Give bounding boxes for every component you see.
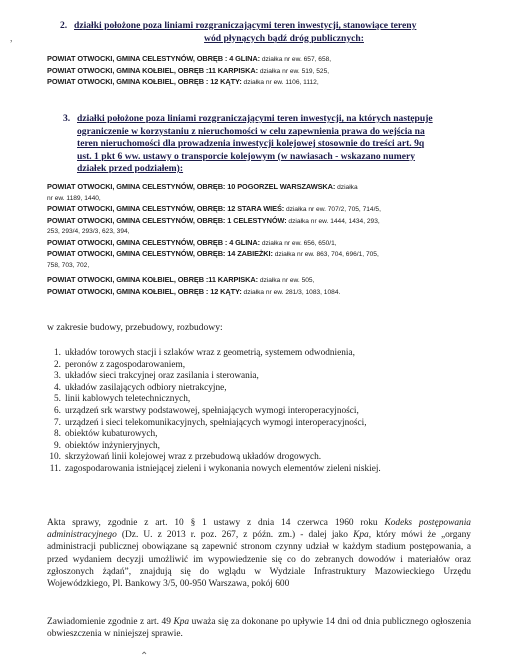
- akta-text: Akta sprawy, zgodnie z art. 10 § 1 ustawy z dnia 14 czerwca 1960 roku: [47, 518, 385, 528]
- akta-abbreviation: Kpa,: [353, 530, 372, 541]
- section-3-heading-line-2: ograniczenie w korzystaniu z nieruchomości w celu zapewnienia prawa do wejścia na: [77, 125, 425, 137]
- list-item-number: 2.: [54, 359, 61, 370]
- parcel-row: [47, 287, 487, 299]
- list-item: [45, 441, 381, 453]
- parcel-location: POWIAT OTWOCKI, GMINA KOŁBIEL, OBRĘB :11 KARPISKA:: [47, 65, 258, 75]
- section-3-heading-line-3: teren nieruchomości dla prowadzenia inwestycji kolejowej stosownie do treści art. 9q: [77, 138, 425, 149]
- parcel-location: POWIAT OTWOCKI, GMINA CELESTYNÓW, OBRĘB : 4 GLINA:: [47, 237, 261, 247]
- parcel-row-continuation: nr ew. 1189, 1440,: [47, 194, 101, 202]
- list-item-number: 9.: [54, 440, 61, 451]
- list-item: [45, 360, 381, 372]
- section-2-heading-line-1: działki położone poza liniami rozgraniczającymi teren inwestycji, stanowiące tereny: [74, 20, 417, 31]
- parcel-row: [47, 204, 487, 216]
- parcel-location: POWIAT OTWOCKI, GMINA KOŁBIEL, OBRĘB : 12 KĄTY:: [47, 77, 242, 86]
- list-item-text: układów zasilających odbiory nietrakcyjne,: [65, 382, 227, 393]
- parcel-numbers: działka nr ew. 657, 658,: [260, 56, 332, 63]
- list-item-number: 7.: [54, 417, 61, 428]
- parcel-row-continuation: 758, 703, 702,: [47, 261, 90, 269]
- parcel-location: POWIAT OTWOCKI, GMINA KOŁBIEL, OBRĘB :11 KARPISKA:: [47, 275, 258, 284]
- scope-intro: w zakresie budowy, przebudowy, rozbudowy:: [47, 322, 223, 333]
- list-item-text: urządzeń i sieci telekomunikacyjnych, spełniających wymogi interoperacyjności,: [65, 417, 367, 428]
- list-item-text: peronów z zagospodarowaniem,: [65, 359, 186, 370]
- section-3-number: 3.: [63, 113, 71, 124]
- parcel-numbers: działka nr ew. 519, 525,: [257, 67, 330, 75]
- section-2-heading: [60, 20, 494, 45]
- zawiadomienie-text: Zawiadomienie zgodnie z art. 49: [47, 617, 174, 627]
- parcel-row-continuation: 253, 293/4, 293/3, 623, 394,: [47, 228, 130, 235]
- parcel-row: [47, 238, 487, 250]
- list-item-text: urządzeń srk warstwy podstawowej, spełniających wymogi interoperacyjności,: [65, 405, 359, 416]
- list-item-text: zagospodarowania istniejącej zieleni i wykonania nowych elementów zieleni niskiej.: [65, 463, 381, 474]
- list-item-text: obiektów kubaturowych,: [65, 429, 158, 440]
- list-item-number: 11.: [49, 463, 61, 474]
- parcel-numbers: działka nr ew. 505,: [257, 277, 315, 284]
- list-item: [45, 371, 381, 383]
- akta-code-name: Kodeks postępowania administracyjnego: [47, 518, 471, 541]
- list-item-number: 1.: [54, 348, 61, 358]
- list-item-number: 10.: [49, 452, 61, 463]
- parcel-row: [47, 182, 487, 194]
- list-item-number: 8.: [54, 429, 61, 440]
- list-item-text: linii kablowych teletechnicznych,: [65, 394, 191, 405]
- list-item-number: 3.: [54, 371, 61, 382]
- parcel-numbers: działka nr ew. 707/2, 705, 714/5,: [284, 206, 381, 213]
- akta-text: który mówi że „organy administracji publicznej obowiązane są zapewnić stronom czynny udział w każdym stadium postępowania, a przed wydaniem decyzji umożliwić im wypowiedzenie się co do zebranych dowodów i materiałów oraz zgłoszonych żądań”, znajdują się do wglądu w Wydziale Infrastruktury Mazowieckiego Urzędu Wojewódzkiego, Pl. Bankowy 3/5, 00-950 Warszawa, pokój 600: [47, 530, 471, 590]
- parcel-row: [47, 66, 487, 78]
- section-2-parcel-list: [47, 54, 487, 89]
- list-item-text: skrzyżowań linii kolejowej wraz z przebudową układów drogowych.: [65, 452, 322, 463]
- list-item-text: obiektów inżynieryjnych,: [65, 440, 161, 451]
- zawiadomienie-paragraph: [47, 616, 471, 640]
- parcel-location: POWIAT OTWOCKI, GMINA CELESTYNÓW, OBRĘB: 10 POGORZEL WARSZAWSKA:: [47, 182, 336, 191]
- section-3-parcel-list-celestynow: [47, 182, 487, 271]
- parcel-location: POWIAT OTWOCKI, GMINA CELESTYNÓW, OBRĘB: 14 ZABIEŻKI:: [47, 249, 273, 258]
- list-item-text: układów sieci trakcyjnej oraz zasilania i sterowania,: [65, 371, 259, 382]
- parcel-row: [47, 249, 487, 261]
- section-2-number: 2.: [60, 20, 68, 31]
- parcel-numbers: działka nr ew. 1444, 1434, 293,: [286, 217, 380, 225]
- section-3-parcel-list-kolbiel: [47, 275, 487, 298]
- list-item: [45, 452, 381, 464]
- section-3-heading-line-1: działki położone poza liniami rozgraniczającymi teren inwestycji, na których następuje: [77, 113, 433, 124]
- scope-list: [45, 348, 381, 476]
- list-item: [45, 406, 381, 418]
- zawiadomienie-text: uważa się za dokonane po upływie 14 dni od dnia publicznego ogłoszenia obwieszczenia w niniejszej sprawie.: [47, 617, 471, 640]
- parcel-location: POWIAT OTWOCKI, GMINA KOŁBIEL, OBRĘB : 12 KĄTY:: [47, 286, 242, 296]
- zawiadomienie-abbreviation: Kpa: [173, 617, 190, 627]
- section-2-heading-line-2: wód płynących bądź dróg publicznych:: [204, 32, 364, 44]
- parcel-location: POWIAT OTWOCKI, GMINA CELESTYNÓW, OBRĘB: 12 STARA WIEŚ:: [47, 204, 285, 213]
- parcel-numbers: działka nr ew. 1106, 1112,: [241, 79, 319, 86]
- list-item-number: 6.: [54, 405, 61, 416]
- parcel-numbers: działka: [335, 184, 358, 191]
- list-item: [45, 394, 381, 406]
- section-3-heading-line-5: działek przed podziałem):: [77, 163, 184, 174]
- list-item: [45, 383, 381, 395]
- list-item-text: układów torowych stacji i szlaków wraz z geometrią, systemem odwodnienia,: [65, 348, 355, 358]
- akta-paragraph: [47, 517, 471, 590]
- list-item-number: 5.: [54, 394, 61, 405]
- akta-text: (Dz. U. z 2013 r. poz. 267, z późn. zm.) - dalej jako: [116, 530, 354, 541]
- parcel-row: [47, 77, 487, 89]
- parcel-location: POWIAT OTWOCKI, GMINA CELESTYNÓW, OBRĘB : 4 GLINA:: [47, 54, 261, 63]
- section-3-heading: [63, 113, 497, 176]
- parcel-numbers: działka nr ew. 281/3, 1083, 1084.: [241, 288, 341, 296]
- parcel-row: [47, 275, 487, 287]
- list-item: [45, 429, 381, 441]
- list-item: [45, 464, 381, 476]
- parcel-row: [47, 54, 487, 66]
- scan-mark-bottom: ⌃: [140, 651, 149, 662]
- list-item-number: 4.: [54, 382, 61, 393]
- parcel-row: [47, 216, 487, 228]
- parcel-numbers: działka nr ew. 863, 704, 696/1, 705,: [272, 251, 379, 258]
- list-item: [45, 418, 381, 430]
- list-item: [45, 348, 381, 360]
- section-3-heading-line-4: ust. 1 pkt 6 ww. ustawy o transporcie kolejowym (w nawiasach - wskazano numery: [77, 150, 416, 162]
- scan-mark-top: ,: [10, 33, 13, 44]
- parcel-location: POWIAT OTWOCKI, GMINA CELESTYNÓW, OBRĘB: 1 CELESTYNÓW:: [47, 215, 287, 225]
- parcel-numbers: działka nr ew. 656, 650/1,: [260, 239, 337, 247]
